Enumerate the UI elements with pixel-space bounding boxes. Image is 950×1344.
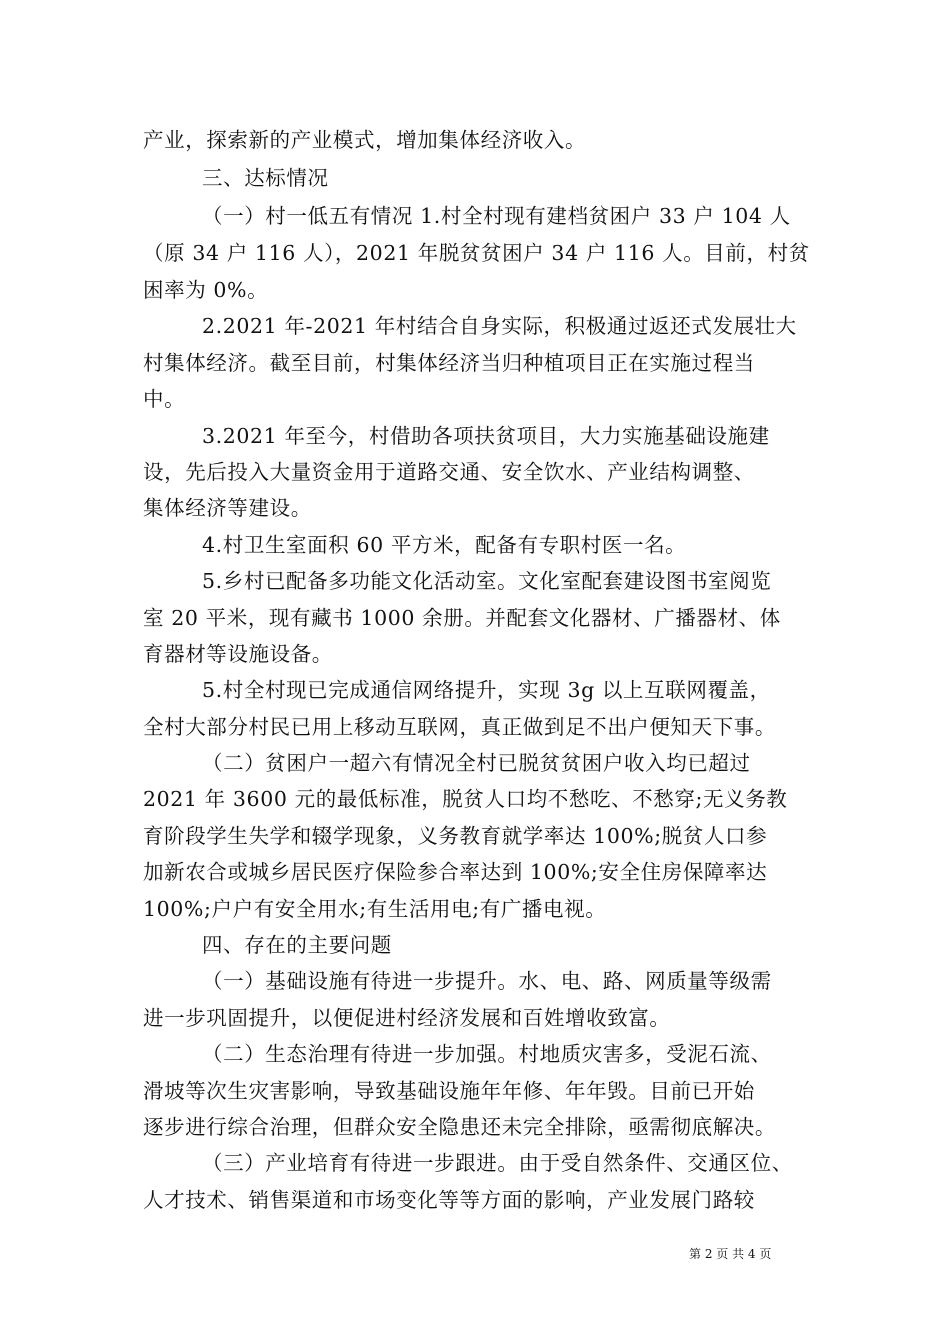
paragraph-line: 室 20 平米，现有藏书 1000 余册。并配套文化器材、广播器材、体 bbox=[143, 606, 781, 630]
paragraph-line: 5.乡村已配备多功能文化活动室。文化室配套建设图书室阅览 bbox=[202, 569, 772, 593]
paragraph-line: 村集体经济。截至目前，村集体经济当归种植项目正在实施过程当 bbox=[143, 351, 755, 375]
paragraph-line: （二）贫困户一超六有情况全村已脱贫贫困户收入均已超过 bbox=[202, 751, 751, 775]
paragraph-line: （三）产业培育有待进一步跟进。由于受自然条件、交通区位、 bbox=[202, 1151, 793, 1175]
paragraph-line: 集体经济等建设。 bbox=[143, 496, 312, 520]
paragraph-line: 3.2021 年至今，村借助各项扶贫项目，大力实施基础设施建 bbox=[202, 424, 770, 448]
paragraph-line: 5.村全村现已完成通信网络提升，实现 3g 以上互联网覆盖， bbox=[202, 678, 771, 702]
paragraph-line: 全村大部分村民已用上移动互联网，真正做到足不出户便知天下事。 bbox=[143, 715, 776, 739]
page-number: 第 2 页 共 4 页 bbox=[689, 1247, 772, 1261]
paragraph-line: 2.2021 年-2021 年村结合自身实际，积极通过返还式发展壮大 bbox=[202, 314, 797, 338]
paragraph-line: 困率为 0%。 bbox=[143, 278, 269, 302]
paragraph-line: 产业，探索新的产业模式，增加集体经济收入。 bbox=[143, 128, 587, 152]
paragraph-line: （一）村一低五有情况 1.村全村现有建档贫困户 33 户 104 人 bbox=[202, 204, 791, 228]
paragraph-line: 进一步巩固提升，以便促进村经济发展和百姓增收致富。 bbox=[143, 1006, 671, 1030]
paragraph-line: 滑坡等次生灾害影响，导致基础设施年年修、年年毁。目前已开始 bbox=[143, 1079, 755, 1103]
section-heading: 三、达标情况 bbox=[202, 166, 329, 190]
paragraph-line: 4.村卫生室面积 60 平方米，配备有专职村医一名。 bbox=[202, 533, 687, 557]
paragraph-line: （二）生态治理有待进一步加强。村地质灾害多，受泥石流、 bbox=[202, 1042, 772, 1066]
paragraph-line: （一）基础设施有待进一步提升。水、电、路、网质量等级需 bbox=[202, 969, 772, 993]
paragraph-line: 2021 年 3600 元的最低标准，脱贫人口均不愁吃、不愁穿;无义务教 bbox=[143, 787, 788, 811]
paragraph-line: 人才技术、销售渠道和市场变化等等方面的影响，产业发展门路较 bbox=[143, 1188, 755, 1212]
paragraph-line: 中。 bbox=[143, 387, 186, 411]
paragraph-line: （原 34 户 116 人），2021 年脱贫贫困户 34 户 116 人。目前，村贫 bbox=[143, 241, 810, 265]
paragraph-line: 加新农合或城乡居民医疗保险参合率达到 100%;安全住房保障率达 bbox=[143, 860, 768, 884]
paragraph-line: 逐步进行综合治理，但群众安全隐患还未完全排除，亟需彻底解决。 bbox=[143, 1115, 776, 1139]
paragraph-line: 100%;户户有安全用水;有生活用电;有广播电视。 bbox=[143, 897, 607, 921]
section-heading: 四、存在的主要问题 bbox=[202, 933, 392, 957]
paragraph-line: 育阶段学生失学和辍学现象，义务教育就学率达 100%;脱贫人口参 bbox=[143, 824, 768, 848]
paragraph-line: 设，先后投入大量资金用于道路交通、安全饮水、产业结构调整、 bbox=[143, 460, 755, 484]
paragraph-line: 育器材等设施设备。 bbox=[143, 642, 333, 666]
